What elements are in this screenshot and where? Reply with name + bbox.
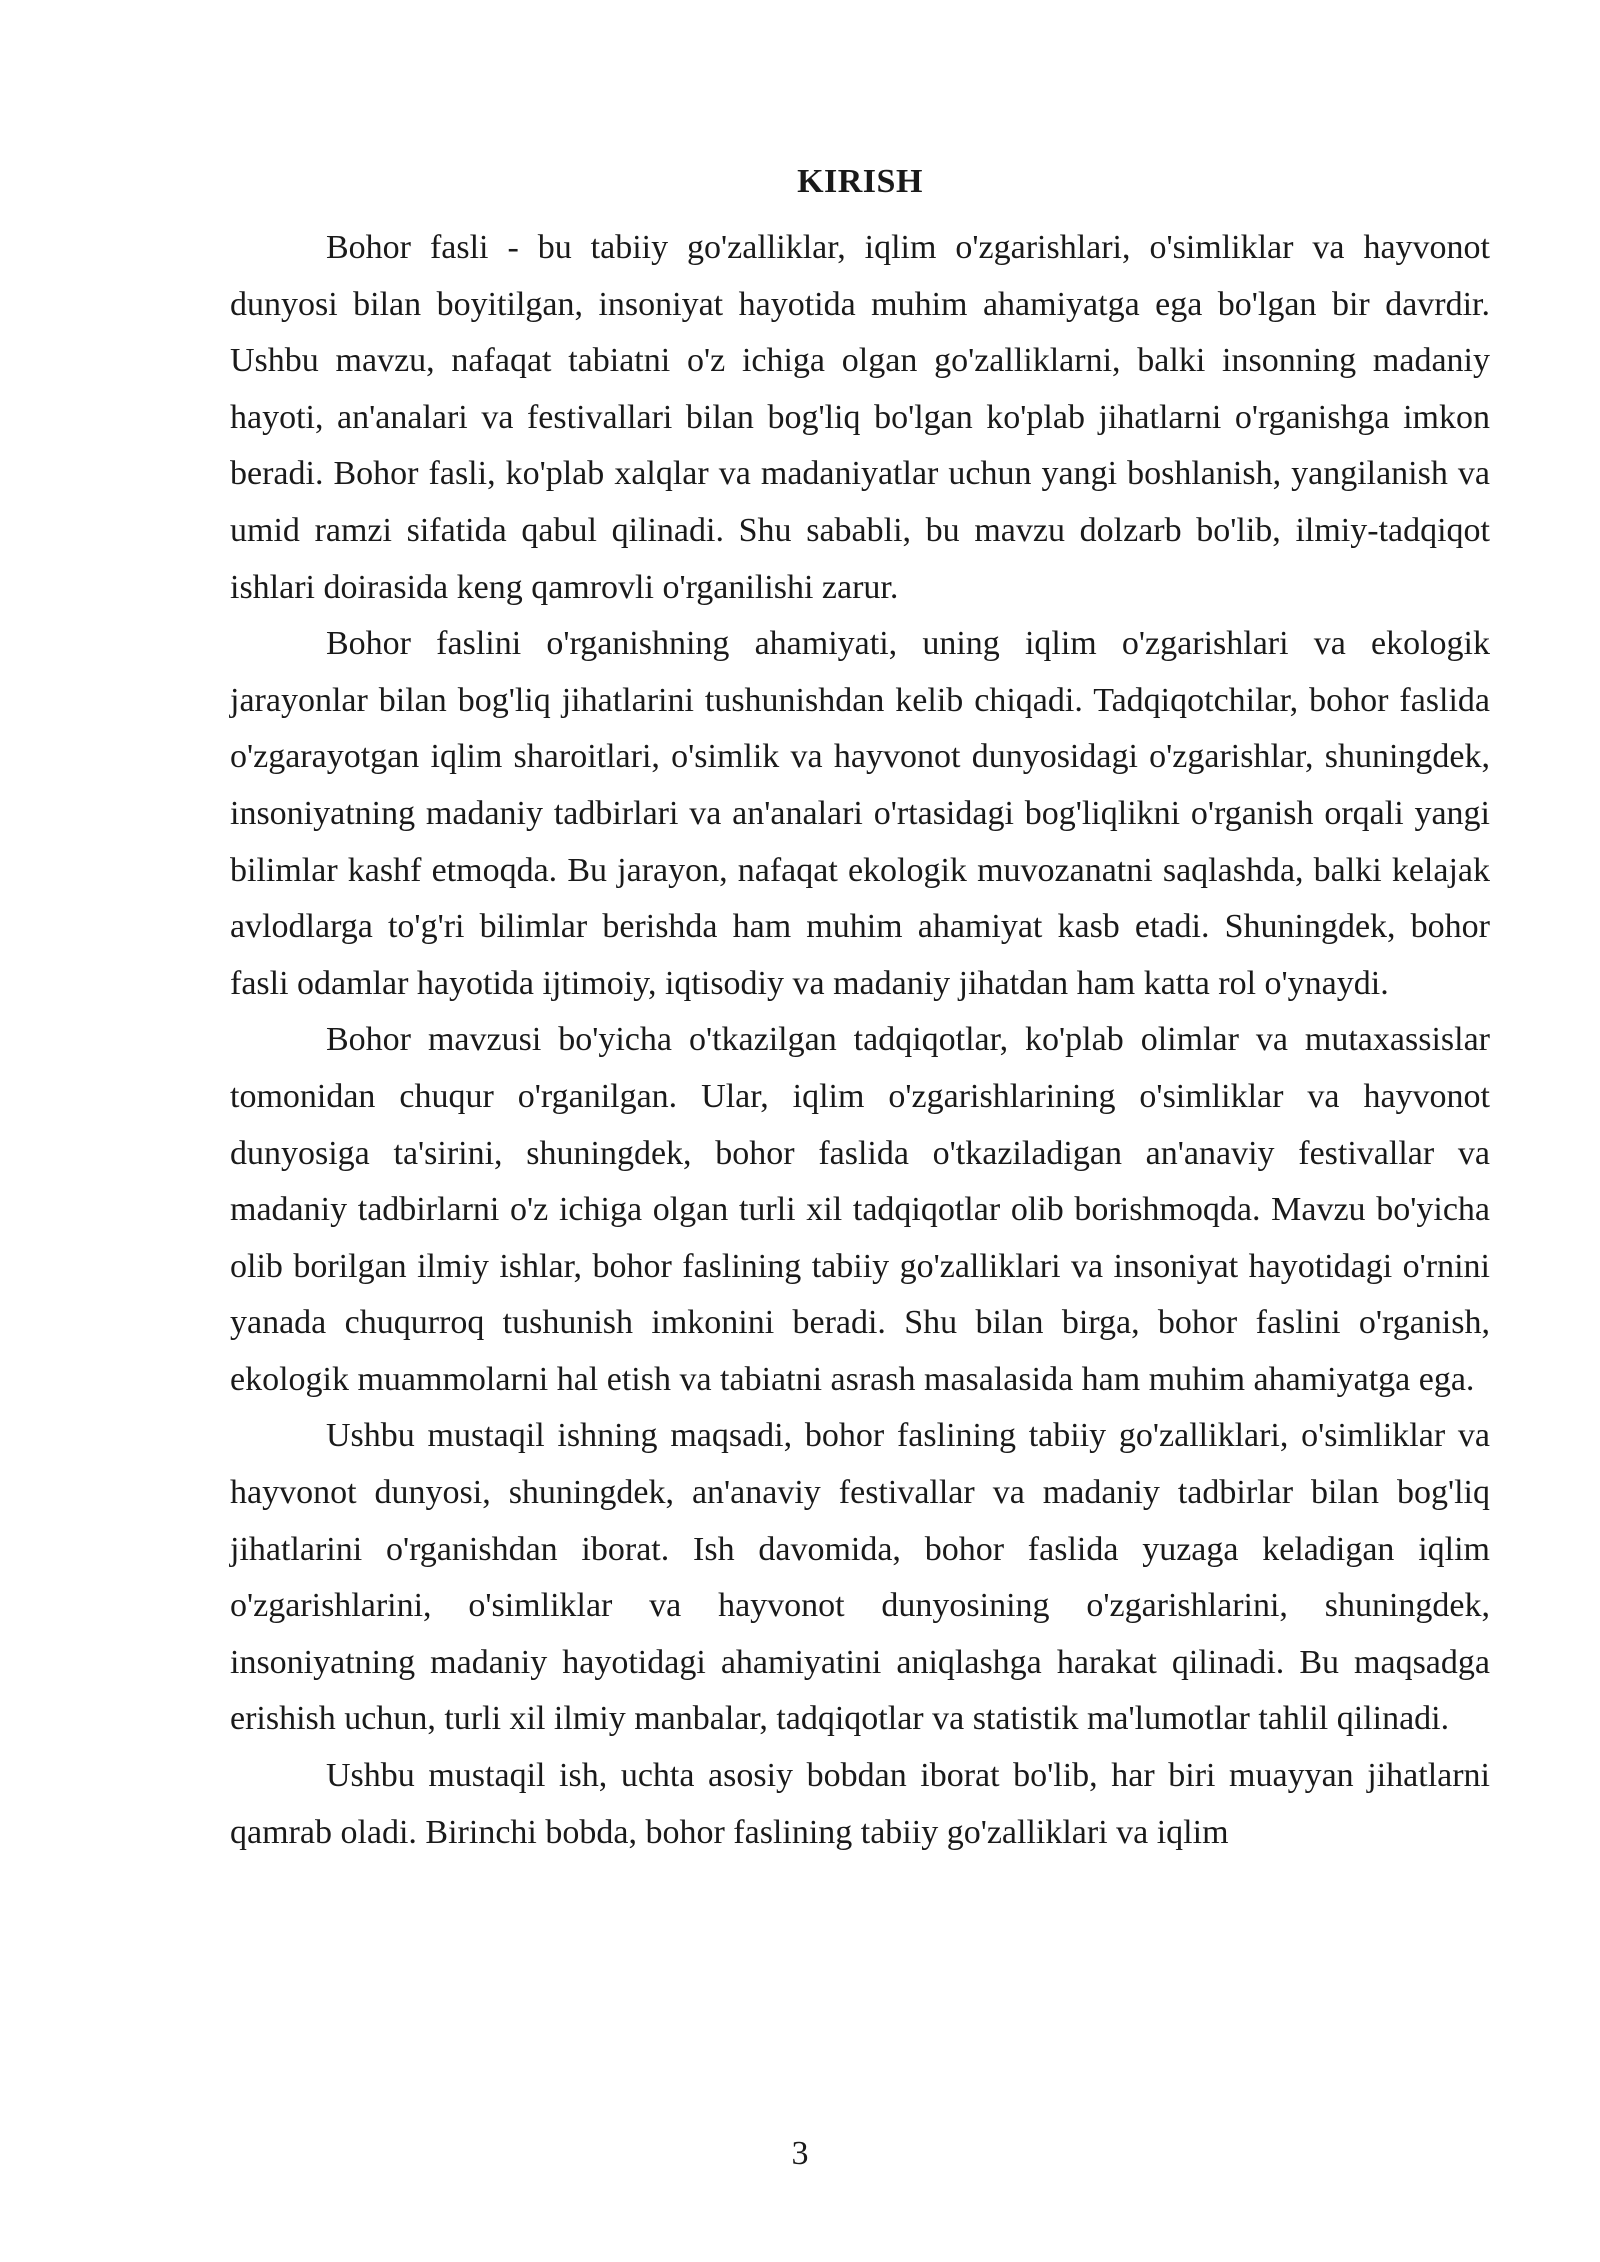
- paragraph-1: Bohor fasli - bu tabiiy go'zalliklar, iqlim o'zgarishlari, o'simliklar va hayvonot dunyosi bilan boyitilgan, insoniyat hayotida muhim ahamiyatga ega bo'lgan bir davrdir. Ushbu mavzu, nafaqat tabiatni o'z ichiga olgan go'zalliklarni, balki insonning madaniy hayoti, an'analari va festivallari bilan bog'liq bo'lgan ko'plab jihatlarni o'rganishga imkon beradi. Bohor fasli, ko'plab xalqlar va madaniyatlar uchun yangi boshlanish, yangilanish va umid ramzi sifatida qabul qilinadi. Shu sababli, bu mavzu dolzarb bo'lib, ilmiy-tadqiqot ishlari doirasida keng qamrovli o'rganilishi zarur.: [230, 229, 1490, 606]
- page-number: 3: [791, 2135, 809, 2172]
- paragraph-4: Ushbu mustaqil ishning maqsadi, bohor faslining tabiiy go'zalliklari, o'simliklar va hayvonot dunyosi, shuningdek, an'anaviy festivallar va madaniy tadbirlar bilan bog'liq jihatlarini o'rganishdan iborat. Ish davomida, bohor faslida yuzaga keladigan iqlim o'zgarishlarini, o'simliklar va hayvonot dunyosining o'zgarishlarini, shuningdek, insoniyatning madaniy hayotidagi ahamiyatini aniqlashga harakat qilinadi. Bu maqsadga erishish uchun, turli xil ilmiy manbalar, tadqiqotlar va statistik ma'lumotlar tahlil qilinadi.: [230, 1417, 1490, 1738]
- paragraph-5: Ushbu mustaqil ish, uchta asosiy bobdan iborat bo'lib, har biri muayyan jihatlarni qamrab oladi. Birinchi bobda, bohor faslining tabiiy go'zalliklari va iqlim: [230, 1757, 1490, 1851]
- page-title: KIRISH: [797, 163, 923, 200]
- document-page: [230, 160, 1490, 1861]
- paragraph-3: Bohor mavzusi bo'yicha o'tkazilgan tadqiqotlar, ko'plab olimlar va mutaxassislar tomonidan chuqur o'rganilgan. Ular, iqlim o'zgarishlarining o'simliklar va hayvonot dunyosiga ta'sirini, shuningdek, bohor faslida o'tkaziladigan an'anaviy festivallar va madaniy tadbirlarni o'z ichiga olgan turli xil tadqiqotlar olib borishmoqda. Mavzu bo'yicha olib borilgan ilmiy ishlar, bohor faslining tabiiy go'zalliklari va insoniyat hayotidagi o'rnini yanada chuqurroq tushunish imkonini beradi. Shu bilan birga, bohor faslini o'rganish, ekologik muammolarni hal etish va tabiatni asrash masalasida ham muhim ahamiyatga ega.: [230, 1021, 1490, 1398]
- paragraph-2: Bohor faslini o'rganishning ahamiyati, uning iqlim o'zgarishlari va ekologik jarayonlar bilan bog'liq jihatlarini tushunishdan kelib chiqadi. Tadqiqotchilar, bohor faslida o'zgarayotgan iqlim sharoitlari, o'simlik va hayvonot dunyosidagi o'zgarishlar, shuningdek, insoniyatning madaniy tadbirlari va an'analari o'rtasidagi bog'liqlikni o'rganish orqali yangi bilimlar kashf etmoqda. Bu jarayon, nafaqat ekologik muvozanatni saqlashda, balki kelajak avlodlarga to'g'ri bilimlar berishda ham muhim ahamiyat kasb etadi. Shuningdek, bohor fasli odamlar hayotida ijtimoiy, iqtisodiy va madaniy jihatdan ham katta rol o'ynaydi.: [230, 625, 1490, 1002]
